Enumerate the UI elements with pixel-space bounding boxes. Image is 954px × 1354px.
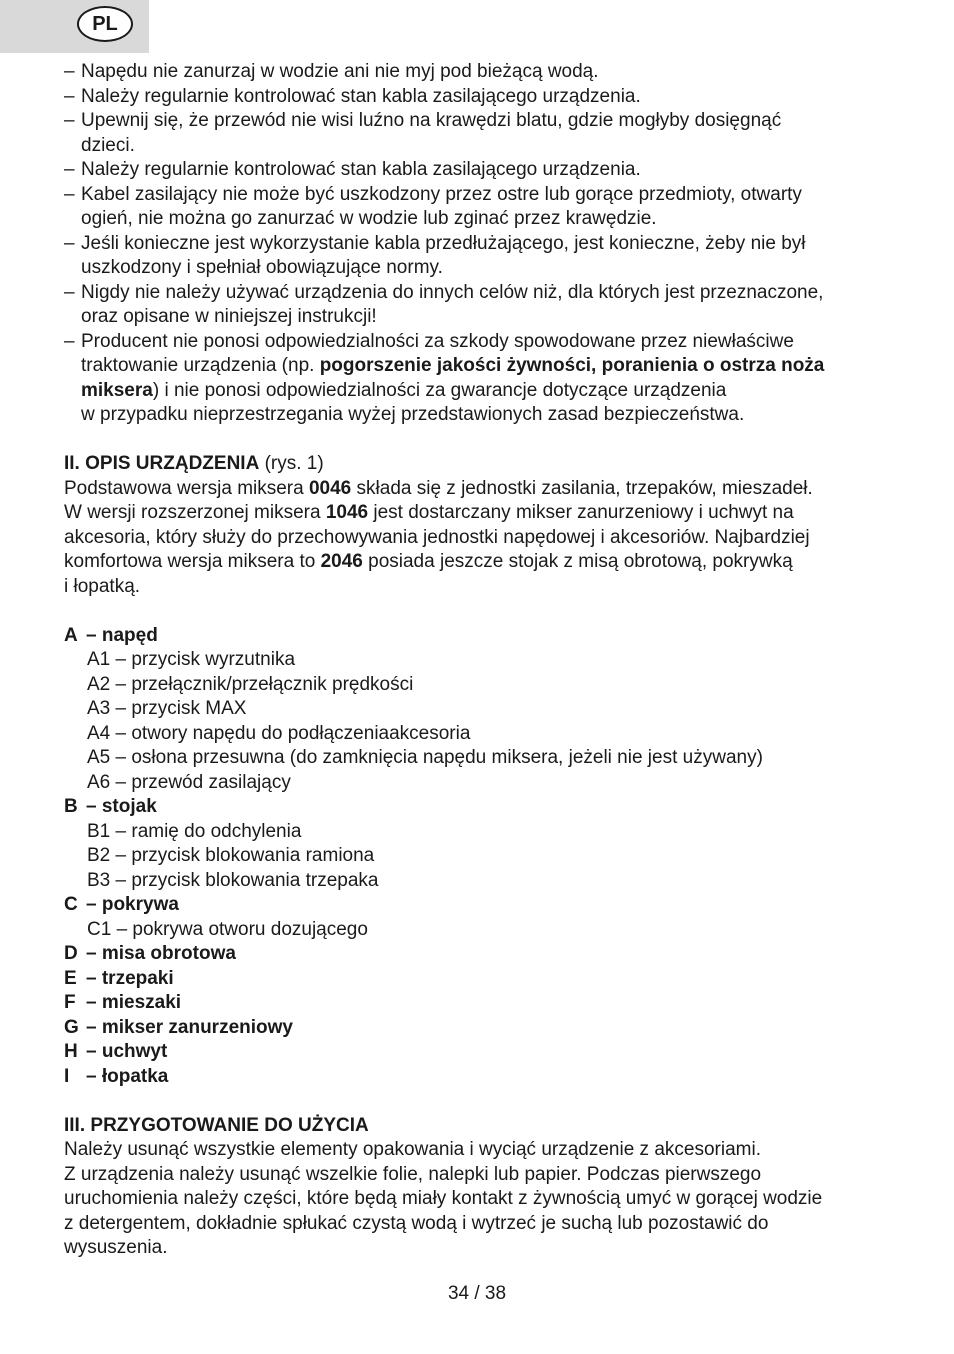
safety-bullets	[64, 60, 894, 428]
part-item: A5 – osłona przesuwna (do zamknięcia napędu miksera, jeżeli nie jest używany)	[87, 747, 763, 768]
section-preparation	[64, 1114, 894, 1261]
language-badge: PL	[77, 6, 133, 42]
paragraph-line: W wersji rozszerzonej miksera 1046 jest dostarczany mikser zanurzeniowy i uchwyt na	[64, 502, 794, 523]
paragraph-line: z detergentem, dokładnie spłukać czystą wodą i wytrzeć je suchą lub pozostawić do	[64, 1212, 769, 1234]
part-group: F – mieszaki	[64, 992, 182, 1013]
language-tab	[0, 0, 149, 53]
part-item: B2 – przycisk blokowania ramiona	[87, 845, 375, 866]
paragraph-line: Należy usunąć wszystkie elementy opakowania i wyciąć urządzenie z akcesoriami.	[64, 1139, 761, 1160]
part-group: D – misa obrotowa	[64, 943, 236, 964]
paragraph-line: komfortowa wersja miksera to 2046 posiada jeszcze stojak z misą obrotową, pokrywką	[64, 551, 793, 572]
paragraph-line: akcesoria, który służy do przechowywania jednostki napędowej i akcesoriów. Najbardziej	[64, 526, 810, 548]
part-group: E – trzepaki	[64, 967, 174, 989]
paragraph-line: uruchomienia należy części, które będą miały kontakt z żywnością umyć w gorącej wodzie	[64, 1188, 823, 1209]
paragraph-line: i łopatką.	[64, 575, 141, 597]
part-group: C – pokrywa	[64, 894, 179, 915]
bullet-item: – Jeśli konieczne jest wykorzystanie kabla przedłużającego, jest konieczne, żeby nie był uszkodzony i spełniał obowiązujące normy.	[64, 232, 806, 278]
bullet-item: – Należy regularnie kontrolować stan kabla zasilającego urządzenia.	[64, 159, 641, 180]
bullet-item-liability: – Producent nie ponosi odpowiedzialności za szkody spowodowane przez niewłaściwe traktowanie urządzenia (np. pogorszenie jakości żywności, poranienia o ostrza noża miksera) i nie ponosi odpowiedzialności za gwarancje dotyczące urządzenia w przypadku nieprzestrzegania wyżej przedstawionych zasad bezpieczeństwa.	[64, 330, 825, 425]
part-item: B3 – przycisk blokowania trzepaka	[87, 869, 379, 891]
part-item: A2 – przełącznik/przełącznik prędkości	[87, 673, 414, 695]
part-item: A1 – przycisk wyrzutnika	[87, 649, 296, 670]
section-title: III. PRZYGOTOWANIE DO UŻYCIA	[64, 1114, 369, 1136]
paragraph-line: wysuszenia.	[64, 1237, 168, 1258]
part-item: A6 – przewód zasilający	[87, 771, 291, 793]
page-content	[64, 60, 894, 1261]
part-item: C1 – pokrywa otworu dozującego	[87, 918, 368, 940]
section-description	[64, 452, 894, 599]
section-title: II. OPIS URZĄDZENIA (rys. 1)	[64, 453, 324, 474]
paragraph-line: Z urządzenia należy usunąć wszelkie folie, nalepki lub papier. Podczas pierwszego	[64, 1163, 762, 1185]
page-number: 34 / 38	[447, 1283, 507, 1304]
part-group: B – stojak	[64, 796, 157, 817]
paragraph-line: Podstawowa wersja miksera 0046 składa się z jednostki zasilania, trzepaków, mieszadeł.	[64, 477, 813, 499]
part-item: A4 – otwory napędu do podłączeniaakcesoria	[87, 722, 471, 744]
part-item: A3 – przycisk MAX	[87, 698, 247, 719]
bullet-item: – Upewnij się, że przewód nie wisi luźno na krawędzi blatu, gdzie mogłyby dosięgnąć dzieci.	[64, 110, 782, 156]
parts-list	[64, 624, 894, 1090]
bullet-item: – Kabel zasilający nie może być uszkodzony przez ostre lub gorące przedmioty, otwarty ogień, nie można go zanurzać w wodzie lub zginać przez krawędzie.	[64, 183, 802, 229]
part-item: B1 – ramię do odchylenia	[87, 820, 302, 842]
bullet-item: – Należy regularnie kontrolować stan kabla zasilającego urządzenia.	[64, 85, 641, 107]
part-group: I – łopatka	[64, 1065, 169, 1087]
part-group: H – uchwyt	[64, 1041, 168, 1062]
part-group: A – napęd	[64, 624, 158, 646]
part-group: G – mikser zanurzeniowy	[64, 1016, 293, 1038]
bullet-item: – Nigdy nie należy używać urządzenia do innych celów niż, dla których jest przeznaczone, oraz opisane w niniejszej instrukcji!	[64, 281, 824, 327]
bullet-item: – Napędu nie zanurzaj w wodzie ani nie myj pod bieżącą wodą.	[64, 61, 599, 82]
